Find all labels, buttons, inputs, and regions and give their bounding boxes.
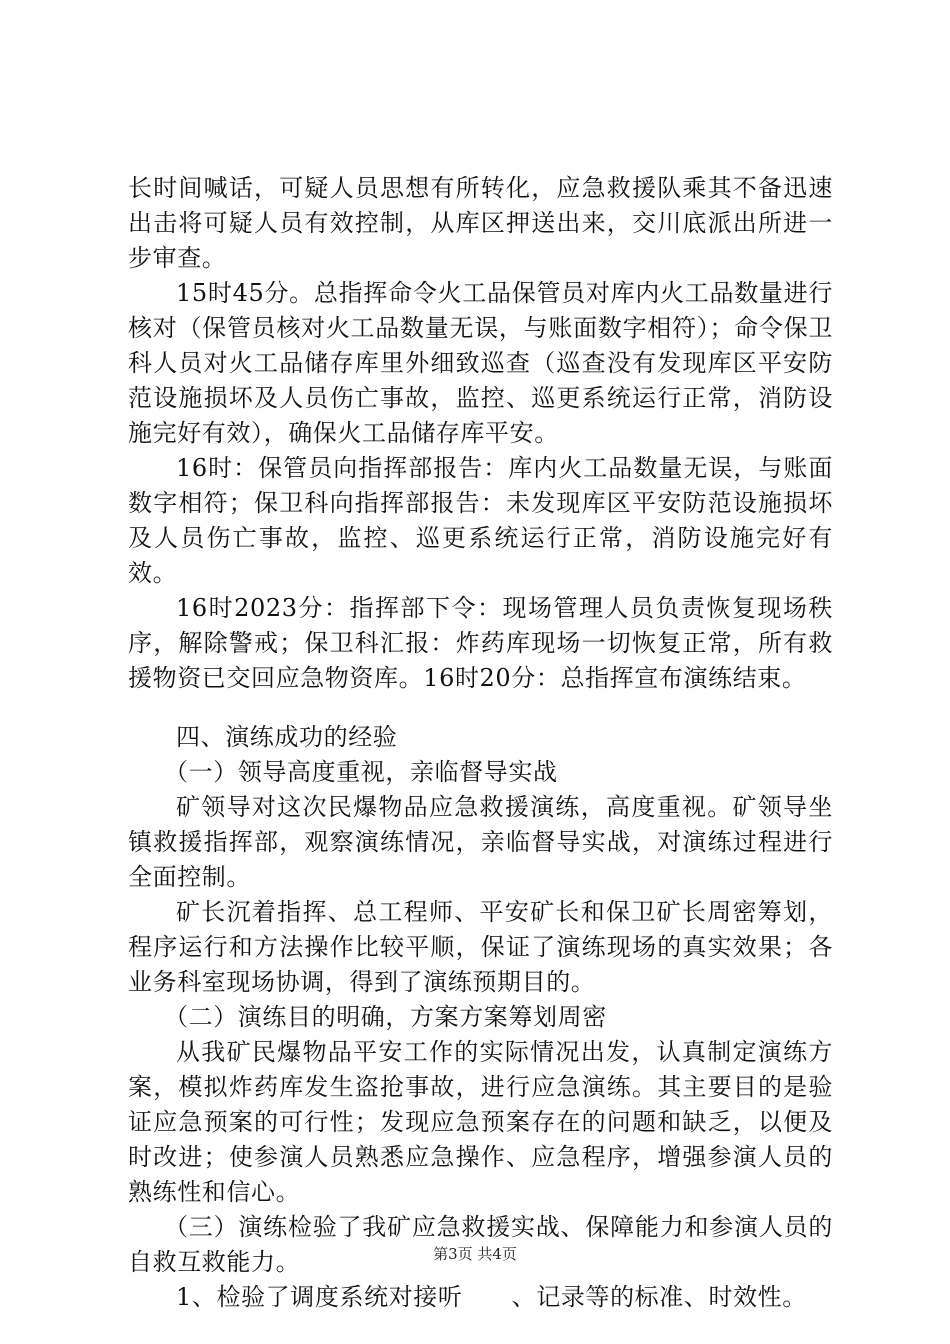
section-gap — [128, 696, 833, 720]
paragraph-continuation: 长时间喊话，可疑人员思想有所转化，应急救援队乘其不备迅速出击将可疑人员有效控制，从库区押送出来，交川底派出所进一步审查。 — [128, 174, 833, 272]
document-body — [128, 171, 833, 1315]
paragraph-leadership: 矿领导对这次民爆物品应急救援演练，高度重视。矿领导坐镇救援指挥部，观察演练情况，亲临督导实战，对演练过程进行全面控制。 — [128, 793, 833, 891]
subheading-3: （三）演练检验了我矿应急救援实战、保障能力和参演人员的自救互救能力。 — [128, 1213, 833, 1276]
paragraph-item-1: 1、检验了调度系统对接听 、记录等的标准、时效性。 — [176, 1283, 807, 1311]
paragraph-purpose: 从我矿民爆物品平安工作的实际情况出发，认真制定演练方案，模拟炸药库发生盗抢事故，进行应急演练。其主要目的是验证应急预案的可行性；发现应急预案存在的问题和缺乏，以便及时改进；使参演人员熟悉应急操作、应急程序，增强参演人员的熟练性和信心。 — [128, 1038, 833, 1206]
paragraph-1620: 16时2023分：指挥部下令：现场管理人员负责恢复现场秩序，解除警戒；保卫科汇报：炸药库现场一切恢复正常，所有救援物资已交回应急物资库。16时20分：总指挥宣布演练结束。 — [128, 594, 833, 692]
section-heading-4: 四、演练成功的经验 — [176, 723, 398, 751]
page-footer: 第3页 共4页 — [433, 1245, 517, 1263]
paragraph-command: 矿长沉着指挥、总工程师、平安矿长和保卫矿长周密筹划，程序运行和方法操作比较平顺，保证了演练现场的真实效果；各业务科室现场协调，得到了演练预期目的。 — [128, 898, 833, 996]
subheading-2: （二）演练目的明确，方案方案筹划周密 — [164, 1003, 607, 1031]
paragraph-1545: 15时45分。总指挥命令火工品保管员对库内火工品数量进行核对（保管员核对火工品数量无误，与账面数字相符）；命令保卫科人员对火工品储存库里外细致巡查（巡查没有发现库区平安防范设施损坏及人员伤亡事故，监控、巡更系统运行正常，消防设施完好有效），确保火工品储存库平安。 — [128, 279, 833, 447]
subheading-1: （一）领导高度重视，亲临督导实战 — [164, 758, 558, 786]
paragraph-16: 16时：保管员向指挥部报告：库内火工品数量无误，与账面数字相符；保卫科向指挥部报告：未发现库区平安防范设施损坏及人员伤亡事故，监控、巡更系统运行正常，消防设施完好有效。 — [128, 454, 833, 587]
